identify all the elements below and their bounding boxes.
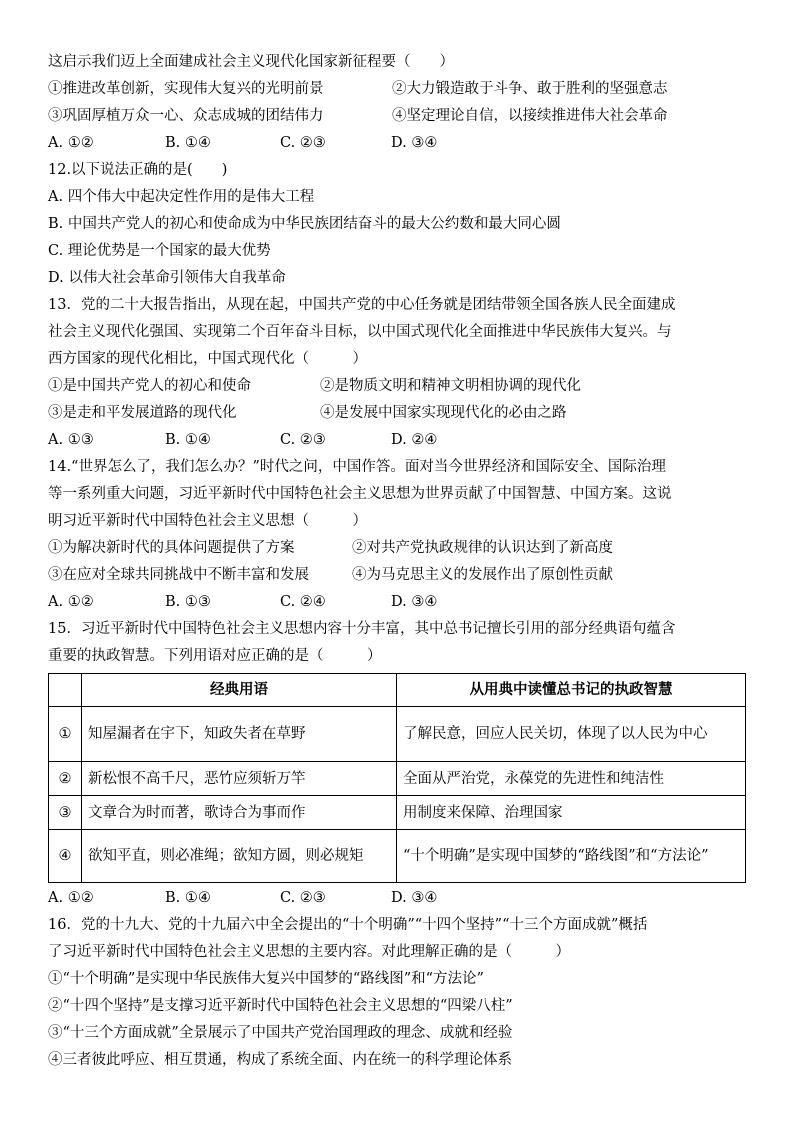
q14-stem-line1: 14.“世界怎么了，我们怎么办？”时代之问，中国作答。面对当今世界经济和国际安全、国际治理	[48, 459, 666, 475]
q12-option-a: A. 四个伟大中起决定性作用的是伟大工程	[48, 189, 315, 205]
q11-statements-row1	[48, 76, 748, 103]
q16-statement-2: ②“十四个坚持”是支撑习近平新时代中国特色社会主义思想的“四梁八柱”	[48, 998, 513, 1014]
q11-statement-3: ③巩固厚植万众一心、众志成城的团结伟力	[48, 108, 324, 124]
q14-stem-line2: 等一系列重大问题，习近平新时代中国特色社会主义思想为世界贡献了中国智慧、中国方案。这说	[48, 486, 672, 502]
q13-option-d: D. ②④	[391, 432, 438, 448]
q14-stem-line3: 明习近平新时代中国特色社会主义思想（ ）	[48, 513, 367, 529]
q11-option-d: D. ③④	[391, 135, 438, 151]
q15-row-wisdom: 用制度来保障、治理国家	[397, 796, 746, 830]
q13-statement-2: ②是物质文明和精神文明相协调的现代化	[320, 378, 581, 394]
q14-statement-4: ④为马克思主义的发展作出了原创性贡献	[352, 567, 613, 583]
q13-statements-row1	[48, 373, 748, 400]
q13-options	[48, 427, 748, 454]
q16-stem-line2: 了习近平新时代中国特色社会主义思想的主要内容。对此理解正确的是（ ）	[48, 944, 570, 960]
q15-row-wisdom: 全面从严治党，永葆党的先进性和纯洁性	[397, 762, 746, 796]
q15-option-d: D. ③④	[391, 890, 438, 906]
q14-options	[48, 589, 748, 616]
q15-row-num: ③	[49, 796, 82, 830]
q15-row-num: ④	[49, 830, 82, 883]
table-row	[49, 762, 746, 796]
q15-option-b: B. ①④	[165, 890, 211, 906]
q13-stem-line2: 社会主义现代化强国、实现第二个百年奋斗目标，以中国式现代化全面推进中华民族伟大复兴。与	[48, 324, 672, 340]
q14-statements-row2	[48, 562, 748, 589]
q16-statement-3: ③“十三个方面成就”全景展示了中国共产党治国理政的理念、成就和经验	[48, 1025, 513, 1041]
q13-statement-4: ④是发展中国家实现现代化的必由之路	[320, 405, 567, 421]
q14-statements-row1	[48, 535, 748, 562]
q11-option-c: C. ②③	[280, 135, 326, 151]
q16-stem-line1: 16．党的十九大、党的十九届六中全会提出的“十个明确”“十四个坚持”“十三个方面成就”概括	[48, 917, 648, 933]
q15-row-quote: 欲知平直，则必准绳；欲知方圆，则必规矩	[82, 830, 397, 883]
q14-statement-1: ①为解决新时代的具体问题提供了方案	[48, 540, 295, 556]
q14-option-c: C. ②④	[280, 594, 326, 610]
q12-option-d: D. 以伟大社会革命引领伟大自我革命	[48, 270, 286, 286]
q15-header-wisdom: 从用典中读懂总书记的执政智慧	[397, 674, 746, 707]
q15-header-num	[49, 674, 82, 707]
q15-row-wisdom: “十个明确”是实现中国梦的“路线图”和“方法论”	[397, 830, 746, 883]
q16-statement-1: ①“十个明确”是实现中华民族伟大复兴中国梦的“路线图”和“方法论”	[48, 971, 484, 987]
q15-row-quote: 新松恨不高千尺，恶竹应须斩万竿	[82, 762, 397, 796]
q11-statement-4: ④坚定理论自信，以接续推进伟大社会革命	[392, 108, 668, 124]
q15-option-a: A. ①②	[48, 890, 94, 906]
q15-row-quote: 文章合为时而著，歌诗合为事而作	[82, 796, 397, 830]
q13-stem-line3: 西方国家的现代化相比，中国式现代化（ ）	[48, 351, 367, 367]
q11-options	[48, 130, 748, 157]
q13-option-b: B. ①④	[165, 432, 211, 448]
q11-statement-2: ②大力锻造敢于斗争、敢于胜利的坚强意志	[392, 81, 668, 97]
q15-stem-line1: 15．习近平新时代中国特色社会主义思想内容十分丰富，其中总书记擅长引用的部分经典语句蕴含	[48, 621, 676, 637]
q15-stem-line2: 重要的执政智慧。下列用语对应正确的是（ ）	[48, 648, 382, 664]
q15-header-quote: 经典用语	[82, 674, 397, 707]
q14-statement-2: ②对共产党执政规律的认识达到了新高度	[352, 540, 613, 556]
q13-statement-3: ③是走和平发展道路的现代化	[48, 405, 237, 421]
q12-option-b: B. 中国共产党人的初心和使命成为中华民族团结奋斗的最大公约数和最大同心圆	[48, 216, 561, 232]
q14-statement-3: ③在应对全球共同挑战中不断丰富和发展	[48, 567, 309, 583]
q14-option-b: B. ①③	[165, 594, 211, 610]
q15-row-quote: 知屋漏者在宇下，知政失者在草野	[82, 707, 397, 762]
q11-statements-row2	[48, 103, 748, 130]
q13-option-a: A. ①③	[48, 432, 94, 448]
table-row	[49, 707, 746, 762]
q13-stem-line1: 13．党的二十大报告指出，从现在起，中国共产党的中心任务就是团结带领全国各族人民全面建成	[48, 297, 676, 313]
q16-statement-4: ④三者彼此呼应、相互贯通，构成了系统全面、内在统一的科学理论体系	[48, 1052, 512, 1068]
q15-table	[48, 673, 746, 883]
q12-stem: 12.以下说法正确的是( )	[48, 162, 228, 178]
q15-options	[48, 885, 748, 912]
table-row	[49, 830, 746, 883]
q15-row-num: ①	[49, 707, 82, 762]
q13-statements-row2	[48, 400, 748, 427]
q11-stem: 这启示我们迈上全面建成社会主义现代化国家新征程要（ ）	[48, 54, 454, 70]
q14-option-a: A. ①②	[48, 594, 94, 610]
q13-statement-1: ①是中国共产党人的初心和使命	[48, 378, 251, 394]
q15-table-header	[49, 674, 746, 707]
q14-option-d: D. ③④	[391, 594, 438, 610]
q13-option-c: C. ②③	[280, 432, 326, 448]
exam-page	[48, 49, 748, 1074]
q15-row-wisdom: 了解民意，回应人民关切，体现了以人民为中心	[397, 707, 746, 762]
q15-row-num: ②	[49, 762, 82, 796]
q12-option-c: C. 理论优势是一个国家的最大优势	[48, 243, 271, 259]
q15-option-c: C. ②③	[280, 890, 326, 906]
q11-option-b: B. ①④	[165, 135, 211, 151]
q11-statement-1: ①推进改革创新，实现伟大复兴的光明前景	[48, 81, 324, 97]
table-row	[49, 796, 746, 830]
q11-option-a: A. ①②	[48, 135, 94, 151]
